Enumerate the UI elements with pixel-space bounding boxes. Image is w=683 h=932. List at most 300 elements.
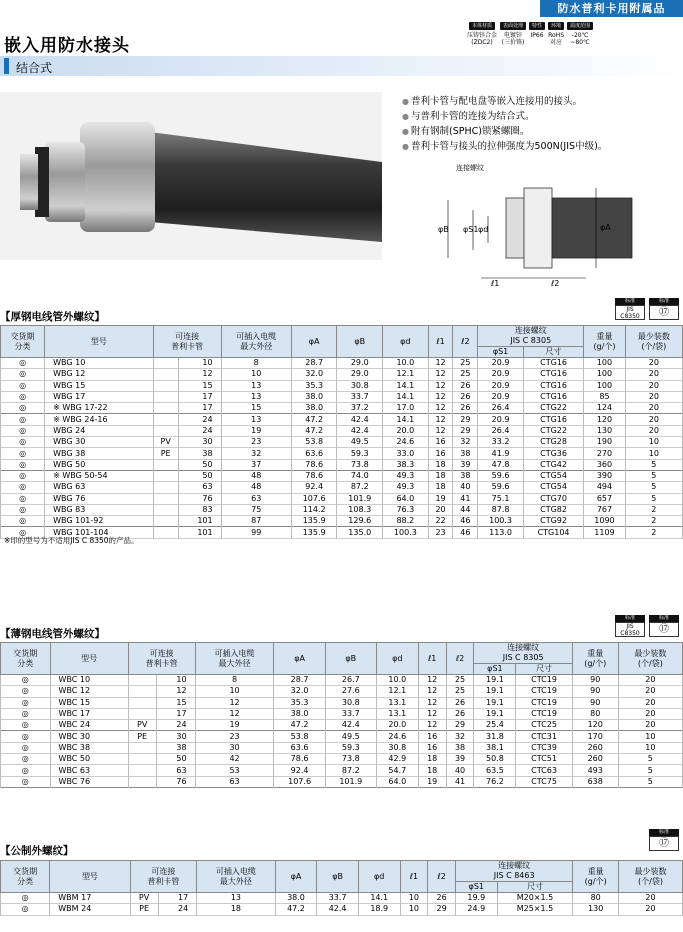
table-cell: 360 bbox=[584, 459, 625, 470]
table-row bbox=[1, 369, 683, 380]
product-photo bbox=[0, 92, 382, 260]
col-tube bbox=[130, 861, 197, 893]
table-cell: 44 bbox=[453, 504, 478, 515]
table-cell: WBG 12 bbox=[45, 369, 154, 380]
table-cell: 29.0 bbox=[337, 358, 383, 369]
table-cell: 638 bbox=[572, 776, 618, 787]
material-cell bbox=[128, 776, 156, 787]
table-cell: 24.9 bbox=[455, 904, 497, 915]
table-cell: ◎ bbox=[1, 414, 45, 425]
table-cell: ◎ bbox=[1, 369, 45, 380]
table-cell: ◎ bbox=[1, 504, 45, 515]
mark-icon: ⑰ bbox=[649, 622, 679, 637]
table-cell: 10 bbox=[400, 893, 428, 904]
col-pack bbox=[625, 326, 682, 358]
feature-item: ● 普利卡管与接头的拉伸强度为500N(JIS中级)。 bbox=[402, 139, 607, 154]
table-cell: 90 bbox=[572, 697, 618, 708]
table-cell: 50 bbox=[156, 754, 195, 765]
table-cell: CTC63 bbox=[516, 765, 572, 776]
table-cell: 1090 bbox=[584, 516, 625, 527]
l1-label: ℓ1 bbox=[491, 279, 500, 288]
table-cell: 33.7 bbox=[325, 708, 376, 719]
material-cell bbox=[153, 470, 178, 481]
col-kind bbox=[1, 643, 51, 675]
table-cell: 20 bbox=[618, 675, 682, 686]
table-row bbox=[1, 720, 683, 731]
table-cell: 26 bbox=[453, 403, 478, 414]
table-cell: 87.8 bbox=[478, 504, 524, 515]
table-cell: 24 bbox=[178, 414, 221, 425]
table-row bbox=[1, 414, 683, 425]
spec-badge-head: 环境 bbox=[548, 22, 564, 30]
table-cell: 14.1 bbox=[358, 893, 400, 904]
table-cell: 26.4 bbox=[478, 403, 524, 414]
table-cell: 17 bbox=[178, 391, 221, 402]
table-row bbox=[1, 380, 683, 391]
table-cell: 5 bbox=[625, 482, 682, 493]
spec-badge bbox=[548, 22, 564, 46]
col-weight-line: 重量 bbox=[587, 648, 604, 658]
table-cell: 20 bbox=[625, 391, 682, 402]
table-cell: 30.8 bbox=[325, 697, 376, 708]
col-thread-jis: JIS C 8305 bbox=[510, 336, 552, 345]
col-l1: ℓ1 bbox=[428, 326, 453, 358]
mark-badge bbox=[649, 615, 679, 637]
col-pack-line: (个/袋) bbox=[638, 876, 663, 886]
table-cell: 29 bbox=[453, 425, 478, 436]
table-cell: 47.2 bbox=[291, 414, 337, 425]
table-cell: 100 bbox=[584, 369, 625, 380]
badge-head: 标准 bbox=[649, 615, 679, 622]
table-cell: WBC 15 bbox=[50, 697, 128, 708]
table-cell: 2 bbox=[625, 516, 682, 527]
table-cell: 20.9 bbox=[478, 414, 524, 425]
table-cell: 10 bbox=[156, 675, 195, 686]
spec-badge-head: 表面处理 bbox=[500, 22, 526, 30]
col-l2: ℓ2 bbox=[453, 326, 478, 358]
standard-badges bbox=[615, 298, 679, 320]
table-cell: 108.3 bbox=[337, 504, 383, 515]
table-cell: 75.1 bbox=[478, 493, 524, 504]
table-cell: 17.0 bbox=[383, 403, 429, 414]
spec-table bbox=[0, 860, 683, 916]
material-cell bbox=[153, 516, 178, 527]
subtitle-bar bbox=[0, 56, 683, 76]
table-cell: M25×1.5 bbox=[497, 904, 573, 915]
table-cell: 63 bbox=[195, 776, 274, 787]
table-row bbox=[1, 504, 683, 515]
col-kind-line: 交货期 bbox=[10, 331, 35, 341]
table-cell: 63 bbox=[156, 765, 195, 776]
table-cell: 35.3 bbox=[291, 380, 337, 391]
col-model: 型号 bbox=[50, 861, 130, 893]
col-cable bbox=[221, 326, 291, 358]
table-cell: 10 bbox=[195, 686, 274, 697]
table-cell: 92.4 bbox=[291, 482, 337, 493]
table-cell: 22 bbox=[428, 516, 453, 527]
table-cell: 12.1 bbox=[383, 369, 429, 380]
table-cell: CTC19 bbox=[516, 686, 572, 697]
table-cell: 88.2 bbox=[383, 516, 429, 527]
table-cell: 20.0 bbox=[383, 425, 429, 436]
table-cell: CTG70 bbox=[523, 493, 583, 504]
table-cell: 10.0 bbox=[376, 675, 418, 686]
table-cell: 41 bbox=[446, 776, 474, 787]
table-row bbox=[1, 708, 683, 719]
table-cell: 40 bbox=[446, 765, 474, 776]
table-cell: 37 bbox=[221, 459, 291, 470]
table-cell: 13.1 bbox=[376, 708, 418, 719]
table-cell: 20.9 bbox=[478, 358, 524, 369]
spec-value-line: (三价铬) bbox=[501, 39, 525, 46]
col-tube-line: 普利卡管 bbox=[145, 658, 178, 668]
table-cell: 24 bbox=[158, 904, 197, 915]
col-model: 型号 bbox=[50, 643, 128, 675]
table-cell: 33.7 bbox=[337, 391, 383, 402]
table-cell: 73.8 bbox=[325, 754, 376, 765]
table-cell: 38 bbox=[156, 742, 195, 753]
table-cell: 8 bbox=[221, 358, 291, 369]
table-cell: 25 bbox=[446, 686, 474, 697]
table-cell: 20 bbox=[625, 414, 682, 425]
thread-label: 连接螺纹 bbox=[456, 164, 484, 172]
table-row bbox=[1, 731, 683, 742]
table-cell: 15 bbox=[156, 697, 195, 708]
spec-badge bbox=[529, 22, 545, 46]
table-cell: 49.3 bbox=[383, 470, 429, 481]
material-cell bbox=[128, 765, 156, 776]
material-cell bbox=[153, 504, 178, 515]
col-size: 尺寸 bbox=[497, 882, 573, 893]
table-cell: CTG16 bbox=[523, 391, 583, 402]
table-cell: 42.4 bbox=[317, 904, 359, 915]
table-cell: 12 bbox=[428, 391, 453, 402]
table-cell: 76.3 bbox=[383, 504, 429, 515]
table-cell: 80 bbox=[573, 893, 619, 904]
material-cell bbox=[153, 414, 178, 425]
table-cell: ◎ bbox=[1, 697, 51, 708]
subtitle: 结合式 bbox=[16, 61, 53, 75]
table-cell: 100 bbox=[584, 358, 625, 369]
table-cell: 170 bbox=[572, 731, 618, 742]
col-l1: ℓ1 bbox=[418, 643, 446, 675]
table-cell: ◎ bbox=[1, 754, 51, 765]
table-cell: 87.2 bbox=[337, 482, 383, 493]
table-cell: 92.4 bbox=[274, 765, 325, 776]
col-pack-line: (个/袋) bbox=[641, 341, 667, 351]
table-cell: 5 bbox=[618, 765, 682, 776]
table-cell: 28.7 bbox=[274, 675, 325, 686]
table-cell: 63.6 bbox=[274, 742, 325, 753]
table-cell: 46 bbox=[453, 527, 478, 538]
col-model: 型号 bbox=[45, 326, 154, 358]
table-cell: CTG16 bbox=[523, 358, 583, 369]
col-kind-line: 分类 bbox=[14, 341, 31, 351]
table-cell: ◎ bbox=[1, 675, 51, 686]
table-cell: 19.1 bbox=[474, 686, 516, 697]
table-cell: 18 bbox=[428, 459, 453, 470]
table-cell: ◎ bbox=[1, 437, 45, 448]
table-cell: 135.9 bbox=[291, 527, 337, 538]
table-row bbox=[1, 754, 683, 765]
table-cell: 18 bbox=[418, 754, 446, 765]
table-cell: 39 bbox=[446, 754, 474, 765]
table-cell: 78.6 bbox=[291, 470, 337, 481]
phid-label: φd bbox=[478, 225, 489, 234]
spec-table bbox=[0, 325, 683, 539]
table-cell: 13 bbox=[221, 380, 291, 391]
col-size: 尺寸 bbox=[516, 664, 572, 675]
table-cell: ◎ bbox=[1, 391, 45, 402]
table-cell: 42 bbox=[195, 754, 274, 765]
table-cell: 494 bbox=[584, 482, 625, 493]
table-cell: 20 bbox=[618, 708, 682, 719]
table-cell: 33.2 bbox=[478, 437, 524, 448]
table-cell: 124 bbox=[584, 403, 625, 414]
table-cell: CTG16 bbox=[523, 369, 583, 380]
col-A: φA bbox=[291, 326, 337, 358]
table-cell: 26 bbox=[453, 391, 478, 402]
table-cell: 80 bbox=[572, 708, 618, 719]
table-cell: 20 bbox=[619, 904, 683, 915]
col-pack-line: 最少装数 bbox=[637, 331, 670, 341]
table-cell: 53 bbox=[195, 765, 274, 776]
table-cell: 13 bbox=[197, 893, 275, 904]
jis-line: C8350 bbox=[620, 630, 640, 637]
table-cell: 39 bbox=[453, 459, 478, 470]
table-cell: 5 bbox=[625, 493, 682, 504]
mark-badge bbox=[649, 298, 679, 320]
table-cell: 38.0 bbox=[291, 403, 337, 414]
standard-badges bbox=[615, 615, 679, 637]
table-cell: ※ WBG 24-16 bbox=[45, 414, 154, 425]
table-cell: 26.7 bbox=[325, 675, 376, 686]
jis-badge bbox=[615, 615, 645, 637]
material-cell bbox=[153, 459, 178, 470]
table-cell: 48 bbox=[221, 482, 291, 493]
col-kind-line: 分类 bbox=[17, 658, 34, 668]
col-cable-line: 最大外径 bbox=[218, 658, 251, 668]
table-cell: 100.3 bbox=[478, 516, 524, 527]
table-cell: 20 bbox=[618, 697, 682, 708]
col-cable bbox=[197, 861, 275, 893]
table-cell: WBC 17 bbox=[50, 708, 128, 719]
col-B: φB bbox=[317, 861, 359, 893]
material-cell bbox=[153, 425, 178, 436]
col-S1: φS1 bbox=[478, 347, 524, 358]
col-B: φB bbox=[325, 643, 376, 675]
table-cell: 130 bbox=[584, 425, 625, 436]
table-cell: 13 bbox=[221, 414, 291, 425]
table-cell: 25 bbox=[453, 369, 478, 380]
table-cell: WBC 50 bbox=[50, 754, 128, 765]
table-cell: 78.6 bbox=[274, 754, 325, 765]
table-cell: 78.6 bbox=[291, 459, 337, 470]
dimension-diagram bbox=[436, 158, 636, 288]
col-tube-line: 可连接 bbox=[151, 866, 176, 876]
table-cell: 41.9 bbox=[478, 448, 524, 459]
col-tube-line: 可连接 bbox=[175, 331, 200, 341]
table-cell: 12 bbox=[195, 708, 274, 719]
table-cell: 19 bbox=[428, 493, 453, 504]
table-cell: CTC19 bbox=[516, 675, 572, 686]
table-cell: 53.8 bbox=[274, 731, 325, 742]
table-cell: 19 bbox=[418, 776, 446, 787]
table-cell: CTG36 bbox=[523, 448, 583, 459]
phiS1-label: φS1 bbox=[463, 225, 479, 234]
table-cell: 54.7 bbox=[376, 765, 418, 776]
table-cell: 130 bbox=[573, 904, 619, 915]
table-cell: WBC 63 bbox=[50, 765, 128, 776]
table-cell: 12 bbox=[418, 708, 446, 719]
phiB-label: φB bbox=[438, 225, 449, 234]
col-tube-line: 普利卡管 bbox=[147, 876, 180, 886]
table-cell: 17 bbox=[156, 708, 195, 719]
col-kind-line: 分类 bbox=[17, 876, 34, 886]
col-kind bbox=[1, 861, 50, 893]
col-thread-label: 连接螺纹 bbox=[507, 643, 540, 652]
table-cell: 63.5 bbox=[474, 765, 516, 776]
col-l1: ℓ1 bbox=[400, 861, 428, 893]
table-cell: ◎ bbox=[1, 459, 45, 470]
section-title: 【公制外螺纹】 bbox=[0, 845, 74, 857]
col-weight-line: 重量 bbox=[587, 866, 604, 876]
table-cell: 15 bbox=[178, 380, 221, 391]
table-row bbox=[1, 358, 683, 369]
col-S1: φS1 bbox=[474, 664, 516, 675]
feature-item: ● 附有钢制(SPHC)锁紧螺圈。 bbox=[402, 124, 607, 139]
table-cell: 38.0 bbox=[291, 391, 337, 402]
material-cell: PV bbox=[128, 720, 156, 731]
table-cell: 50 bbox=[178, 470, 221, 481]
material-cell bbox=[128, 754, 156, 765]
table-cell: 29 bbox=[453, 414, 478, 425]
category-band: 防水普利卡用附属品 bbox=[540, 0, 683, 17]
table-cell: 63 bbox=[221, 493, 291, 504]
spec-value-line: IP66 bbox=[530, 32, 544, 39]
table-cell: 99 bbox=[221, 527, 291, 538]
table-cell: 16 bbox=[418, 731, 446, 742]
spec-badge bbox=[500, 22, 526, 46]
table-cell: 38.1 bbox=[474, 742, 516, 753]
table-cell: 73.8 bbox=[337, 459, 383, 470]
spec-badge-value bbox=[570, 32, 589, 46]
table-cell: 59.6 bbox=[478, 482, 524, 493]
table-cell: 25 bbox=[453, 358, 478, 369]
table-row bbox=[1, 470, 683, 481]
section-title: 【厚钢电线管外螺纹】 bbox=[0, 311, 105, 323]
table-row bbox=[1, 437, 683, 448]
table-cell: 19.9 bbox=[455, 893, 497, 904]
table-row bbox=[1, 448, 683, 459]
table-cell: 10 bbox=[400, 904, 428, 915]
table-cell: 13.1 bbox=[376, 697, 418, 708]
table-cell: WBM 17 bbox=[50, 893, 130, 904]
col-l2: ℓ2 bbox=[446, 643, 474, 675]
table-cell: 12 bbox=[178, 369, 221, 380]
col-thread bbox=[455, 861, 572, 882]
table-cell: 10 bbox=[618, 742, 682, 753]
table-cell: 101 bbox=[178, 516, 221, 527]
material-cell bbox=[128, 697, 156, 708]
table-cell: WBC 30 bbox=[50, 731, 128, 742]
table-cell: CTC75 bbox=[516, 776, 572, 787]
table-cell: 19 bbox=[195, 720, 274, 731]
table-cell: 12 bbox=[428, 369, 453, 380]
table-cell: 2 bbox=[625, 527, 682, 538]
table-cell: 113.0 bbox=[478, 527, 524, 538]
page-title: 嵌入用防水接头 bbox=[4, 36, 130, 56]
table-cell: 24.6 bbox=[376, 731, 418, 742]
table-cell: 76.2 bbox=[474, 776, 516, 787]
badge-head: 标准 bbox=[649, 298, 679, 305]
material-cell: PE bbox=[153, 448, 178, 459]
col-A: φA bbox=[275, 861, 317, 893]
table-cell: 26 bbox=[453, 380, 478, 391]
table-cell: CTC19 bbox=[516, 697, 572, 708]
table-cell: 135.0 bbox=[337, 527, 383, 538]
table-cell: ◎ bbox=[1, 742, 51, 753]
table-cell: 29.0 bbox=[337, 369, 383, 380]
table-cell: 270 bbox=[584, 448, 625, 459]
table-cell: WBC 76 bbox=[50, 776, 128, 787]
col-weight-line: (g/个) bbox=[593, 341, 616, 351]
table-cell: 101 bbox=[178, 527, 221, 538]
col-weight bbox=[572, 643, 618, 675]
table-row bbox=[1, 697, 683, 708]
table-cell: CTG54 bbox=[523, 482, 583, 493]
spec-badge-value bbox=[502, 32, 525, 46]
table-cell: ◎ bbox=[1, 893, 50, 904]
table-cell: 28.7 bbox=[291, 358, 337, 369]
table-cell: 20 bbox=[428, 504, 453, 515]
material-cell: PV bbox=[130, 893, 158, 904]
table-cell: ◎ bbox=[1, 403, 45, 414]
col-cable-line: 最大外径 bbox=[219, 876, 252, 886]
table-cell: 20 bbox=[625, 425, 682, 436]
table-cell: M20×1.5 bbox=[497, 893, 573, 904]
table-row bbox=[1, 765, 683, 776]
table-cell: 50 bbox=[178, 459, 221, 470]
table-cell: ※ WBG 50-54 bbox=[45, 470, 154, 481]
table-cell: 19 bbox=[221, 425, 291, 436]
table-cell: 49.3 bbox=[383, 482, 429, 493]
subtitle-accent bbox=[4, 58, 9, 74]
table-cell: 101.9 bbox=[337, 493, 383, 504]
table-cell: CTG16 bbox=[523, 380, 583, 391]
table-cell: 19.1 bbox=[474, 708, 516, 719]
table-cell: 10 bbox=[221, 369, 291, 380]
table-cell: 32.0 bbox=[274, 686, 325, 697]
table-row bbox=[1, 686, 683, 697]
table-cell: 16 bbox=[418, 742, 446, 753]
material-cell bbox=[153, 527, 178, 538]
table-row bbox=[1, 893, 683, 904]
table-cell: 23 bbox=[428, 527, 453, 538]
table-cell: 18 bbox=[418, 765, 446, 776]
spec-value-line: RoHS bbox=[548, 32, 564, 39]
table-cell: 17 bbox=[178, 403, 221, 414]
jis-line: C8350 bbox=[620, 313, 640, 320]
table-cell: ◎ bbox=[1, 482, 45, 493]
table-cell: 13 bbox=[221, 391, 291, 402]
table-cell: 35.3 bbox=[274, 697, 325, 708]
spec-value-line: 电镀锌 bbox=[504, 32, 523, 39]
col-tube bbox=[128, 643, 195, 675]
col-weight bbox=[584, 326, 625, 358]
table-cell: 14.1 bbox=[383, 380, 429, 391]
table-cell: 42.4 bbox=[325, 720, 376, 731]
